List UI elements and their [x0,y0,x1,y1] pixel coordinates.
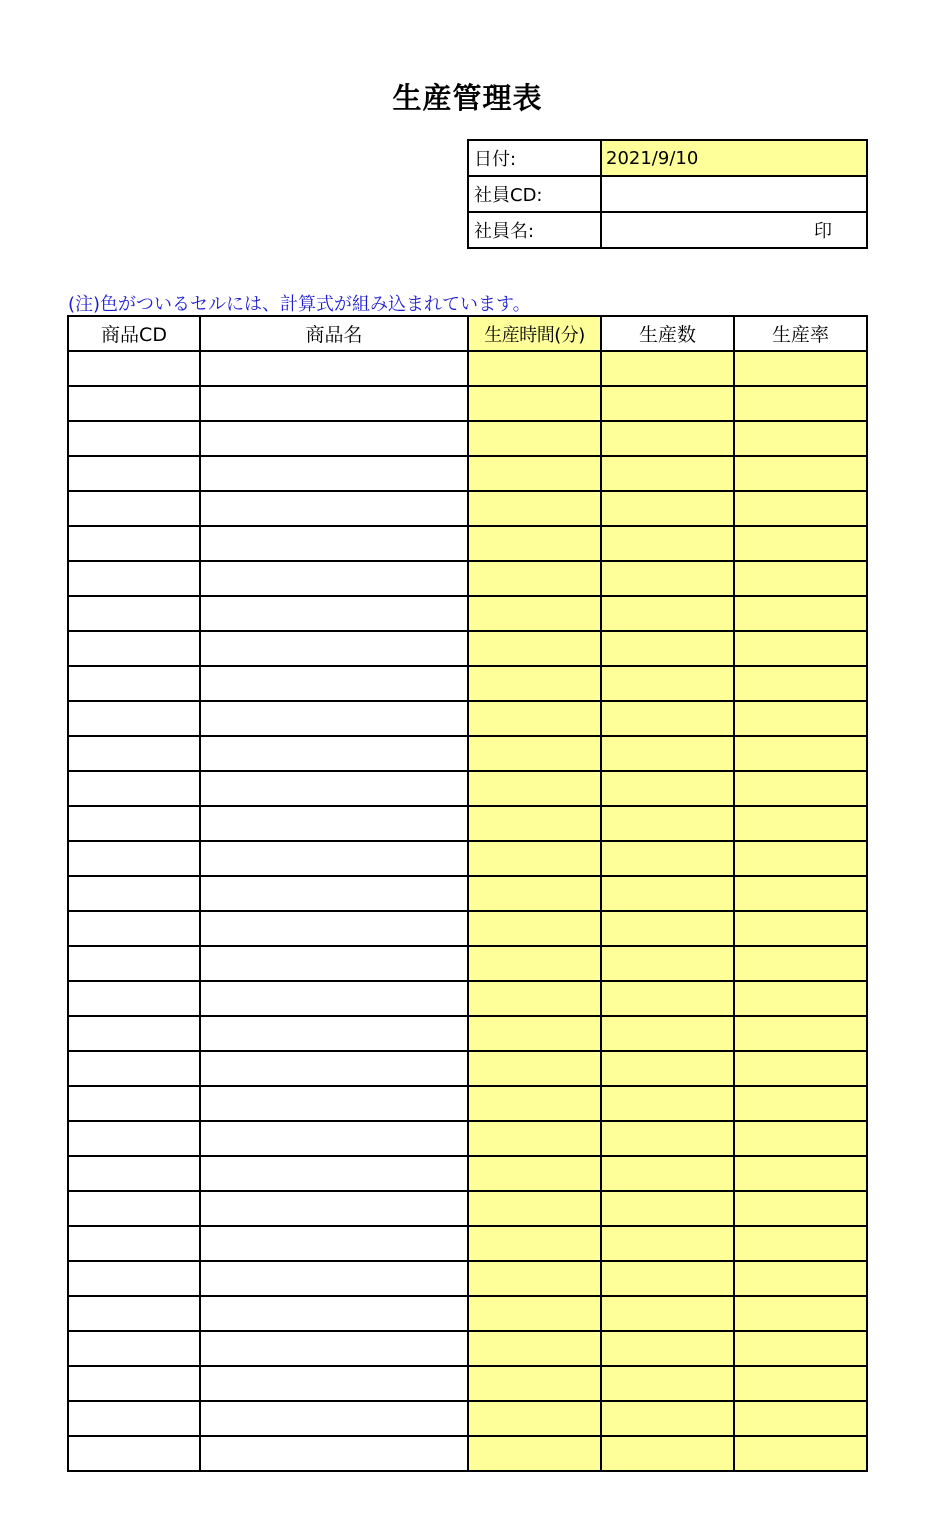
table-row [68,1366,867,1401]
table-row [68,666,867,701]
product-name-cell[interactable] [200,1051,468,1086]
product-cd-cell[interactable] [68,1261,200,1296]
product-name-cell[interactable] [200,1121,468,1156]
production-count-cell[interactable] [601,1261,734,1296]
production-time-cell[interactable] [468,876,601,911]
production-count-cell[interactable] [601,596,734,631]
production-time-cell[interactable] [468,1156,601,1191]
product-cd-cell[interactable] [68,351,200,386]
production-time-cell[interactable] [468,771,601,806]
product-name-cell[interactable] [200,841,468,876]
product-cd-cell[interactable] [68,1366,200,1401]
col-header-product-cd: 商品CD [68,316,200,351]
product-name-cell[interactable] [200,981,468,1016]
header-row [68,316,867,351]
product-cd-cell[interactable] [68,386,200,421]
product-cd-cell[interactable] [68,1331,200,1366]
table-row [68,1156,867,1191]
table-row [68,526,867,561]
production-rate-cell[interactable] [734,1086,867,1121]
employee-cd-row [468,176,867,212]
production-count-cell[interactable] [601,841,734,876]
employee-cd-field[interactable] [601,176,867,212]
table-row [68,771,867,806]
product-cd-cell[interactable] [68,946,200,981]
production-time-cell[interactable] [468,526,601,561]
production-time-cell[interactable] [468,421,601,456]
table-row [68,1121,867,1156]
production-count-cell[interactable] [601,981,734,1016]
table-row [68,596,867,631]
product-name-cell[interactable] [200,736,468,771]
table-body [68,351,867,1471]
production-rate-cell[interactable] [734,351,867,386]
production-rate-cell[interactable] [734,701,867,736]
page-title: 生産管理表 [392,81,543,115]
product-name-cell[interactable] [200,946,468,981]
production-rate-cell[interactable] [734,666,867,701]
production-time-cell[interactable] [468,736,601,771]
production-rate-cell[interactable] [734,1261,867,1296]
production-count-cell[interactable] [601,1401,734,1436]
product-name-cell[interactable] [200,1366,468,1401]
production-rate-cell[interactable] [734,806,867,841]
product-cd-cell[interactable] [68,1121,200,1156]
product-name-cell[interactable] [200,1436,468,1471]
product-name-cell[interactable] [200,701,468,736]
product-name-cell[interactable] [200,526,468,561]
seal-mark: 印 [814,221,832,242]
table-row [68,1226,867,1261]
production-time-cell[interactable] [468,981,601,1016]
production-count-cell[interactable] [601,1086,734,1121]
product-cd-cell[interactable] [68,666,200,701]
product-cd-cell[interactable] [68,1401,200,1436]
production-rate-cell[interactable] [734,1226,867,1261]
production-rate-cell[interactable] [734,561,867,596]
product-cd-cell[interactable] [68,806,200,841]
product-name-cell[interactable] [200,491,468,526]
production-count-cell[interactable] [601,351,734,386]
product-cd-cell[interactable] [68,771,200,806]
product-cd-cell[interactable] [68,736,200,771]
product-cd-cell[interactable] [68,1191,200,1226]
production-count-cell[interactable] [601,1016,734,1051]
product-cd-cell[interactable] [68,876,200,911]
production-time-cell[interactable] [468,1261,601,1296]
table-row [68,351,867,386]
product-name-cell[interactable] [200,1331,468,1366]
product-name-cell[interactable] [200,386,468,421]
product-cd-cell[interactable] [68,526,200,561]
product-cd-cell[interactable] [68,631,200,666]
production-time-cell[interactable] [468,666,601,701]
production-count-cell[interactable] [601,666,734,701]
production-count-cell[interactable] [601,386,734,421]
table-row [68,1296,867,1331]
table-row [68,1261,867,1296]
table-row [68,1191,867,1226]
production-count-cell[interactable] [601,1121,734,1156]
production-time-cell[interactable] [468,946,601,981]
table-row [68,1016,867,1051]
product-name-cell[interactable] [200,456,468,491]
production-time-cell[interactable] [468,701,601,736]
table-row [68,561,867,596]
production-time-cell[interactable] [468,1086,601,1121]
production-count-cell[interactable] [601,876,734,911]
table-row [68,876,867,911]
production-rate-cell[interactable] [734,386,867,421]
production-rate-cell[interactable] [734,1401,867,1436]
product-cd-cell[interactable] [68,421,200,456]
production-count-cell[interactable] [601,946,734,981]
product-name-cell[interactable] [200,876,468,911]
product-name-cell[interactable] [200,1261,468,1296]
production-rate-cell[interactable] [734,1366,867,1401]
product-cd-cell[interactable] [68,1016,200,1051]
formula-note: (注)色がついるセルには、計算式が組み込まれています。 [68,294,531,315]
production-count-cell[interactable] [601,701,734,736]
product-cd-cell[interactable] [68,981,200,1016]
production-count-cell[interactable] [601,1191,734,1226]
production-rate-cell[interactable] [734,1331,867,1366]
production-time-cell[interactable] [468,491,601,526]
production-count-cell[interactable] [601,421,734,456]
production-count-cell[interactable] [601,1156,734,1191]
production-count-cell[interactable] [601,1366,734,1401]
product-cd-cell[interactable] [68,911,200,946]
production-count-cell[interactable] [601,1331,734,1366]
product-cd-cell[interactable] [68,1156,200,1191]
production-time-cell[interactable] [468,1121,601,1156]
product-name-cell[interactable] [200,421,468,456]
production-rate-cell[interactable] [734,491,867,526]
product-name-cell[interactable] [200,1086,468,1121]
product-name-cell[interactable] [200,666,468,701]
table-row [68,1051,867,1086]
date-label: 日付: [468,140,601,176]
production-rate-cell[interactable] [734,631,867,666]
production-time-cell[interactable] [468,911,601,946]
col-header-production-count: 生産数 [601,316,734,351]
product-name-cell[interactable] [200,1226,468,1261]
production-time-cell[interactable] [468,806,601,841]
production-count-cell[interactable] [601,456,734,491]
production-count-cell[interactable] [601,631,734,666]
table-row [68,456,867,491]
production-rate-cell[interactable] [734,876,867,911]
production-time-cell[interactable] [468,456,601,491]
production-time-cell[interactable] [468,1296,601,1331]
production-rate-cell[interactable] [734,771,867,806]
product-name-cell[interactable] [200,1296,468,1331]
product-cd-cell[interactable] [68,701,200,736]
table-row [68,946,867,981]
production-rate-cell[interactable] [734,1051,867,1086]
production-count-cell[interactable] [601,1226,734,1261]
production-time-cell[interactable] [468,596,601,631]
production-rate-cell[interactable] [734,1191,867,1226]
col-header-production-rate: 生産率 [734,316,867,351]
production-time-cell[interactable] [468,1226,601,1261]
production-time-cell[interactable] [468,561,601,596]
table-row [68,806,867,841]
production-time-cell[interactable] [468,1401,601,1436]
product-name-cell[interactable] [200,561,468,596]
product-cd-cell[interactable] [68,1436,200,1471]
product-name-cell[interactable] [200,771,468,806]
col-header-production-time: 生産時間(分) [468,316,601,351]
product-name-cell[interactable] [200,351,468,386]
production-count-cell[interactable] [601,1436,734,1471]
product-name-cell[interactable] [200,1016,468,1051]
production-count-cell[interactable] [601,1051,734,1086]
product-cd-cell[interactable] [68,1086,200,1121]
product-cd-cell[interactable] [68,841,200,876]
date-row [468,140,867,176]
production-rate-cell[interactable] [734,841,867,876]
table-row [68,386,867,421]
product-name-cell[interactable] [200,1191,468,1226]
product-cd-cell[interactable] [68,1051,200,1086]
product-cd-cell[interactable] [68,456,200,491]
table-row [68,1086,867,1121]
production-rate-cell[interactable] [734,1296,867,1331]
product-cd-cell[interactable] [68,1296,200,1331]
product-name-cell[interactable] [200,1156,468,1191]
production-rate-cell[interactable] [734,1436,867,1471]
production-count-cell[interactable] [601,526,734,561]
production-time-cell[interactable] [468,1331,601,1366]
production-time-cell[interactable] [468,1016,601,1051]
production-table [67,315,868,1472]
production-count-cell[interactable] [601,771,734,806]
employee-cd-label: 社員CD: [468,176,601,212]
production-time-cell[interactable] [468,1366,601,1401]
production-rate-cell[interactable] [734,946,867,981]
production-rate-cell[interactable] [734,1016,867,1051]
production-rate-cell[interactable] [734,456,867,491]
table-row [68,841,867,876]
production-rate-cell[interactable] [734,1156,867,1191]
product-cd-cell[interactable] [68,1226,200,1261]
col-header-product-name: 商品名 [200,316,468,351]
product-name-cell[interactable] [200,806,468,841]
production-time-cell[interactable] [468,1191,601,1226]
table-row [68,631,867,666]
production-count-cell[interactable] [601,1296,734,1331]
product-name-cell[interactable] [200,631,468,666]
table-row [68,421,867,456]
table-row [68,491,867,526]
production-rate-cell[interactable] [734,421,867,456]
production-rate-cell[interactable] [734,1121,867,1156]
product-name-cell[interactable] [200,596,468,631]
date-field[interactable]: 2021/9/10 [601,140,867,176]
production-time-cell[interactable] [468,631,601,666]
production-count-cell[interactable] [601,911,734,946]
production-count-cell[interactable] [601,806,734,841]
production-rate-cell[interactable] [734,736,867,771]
info-table [467,139,868,249]
table-row [68,1436,867,1471]
production-time-cell[interactable] [468,841,601,876]
production-count-cell[interactable] [601,491,734,526]
product-cd-cell[interactable] [68,596,200,631]
product-cd-cell[interactable] [68,491,200,526]
production-time-cell[interactable] [468,386,601,421]
production-time-cell[interactable] [468,1436,601,1471]
production-rate-cell[interactable] [734,981,867,1016]
production-rate-cell[interactable] [734,526,867,561]
production-count-cell[interactable] [601,561,734,596]
production-count-cell[interactable] [601,736,734,771]
employee-name-row [468,212,867,248]
table-row [68,1401,867,1436]
table-row [68,981,867,1016]
production-time-cell[interactable] [468,351,601,386]
production-rate-cell[interactable] [734,911,867,946]
table-row [68,911,867,946]
production-rate-cell[interactable] [734,596,867,631]
table-row [68,701,867,736]
product-cd-cell[interactable] [68,561,200,596]
employee-name-label: 社員名: [468,212,601,248]
production-time-cell[interactable] [468,1051,601,1086]
table-row [68,1331,867,1366]
product-name-cell[interactable] [200,1401,468,1436]
employee-name-field[interactable] [601,212,867,248]
table-row [68,736,867,771]
product-name-cell[interactable] [200,911,468,946]
